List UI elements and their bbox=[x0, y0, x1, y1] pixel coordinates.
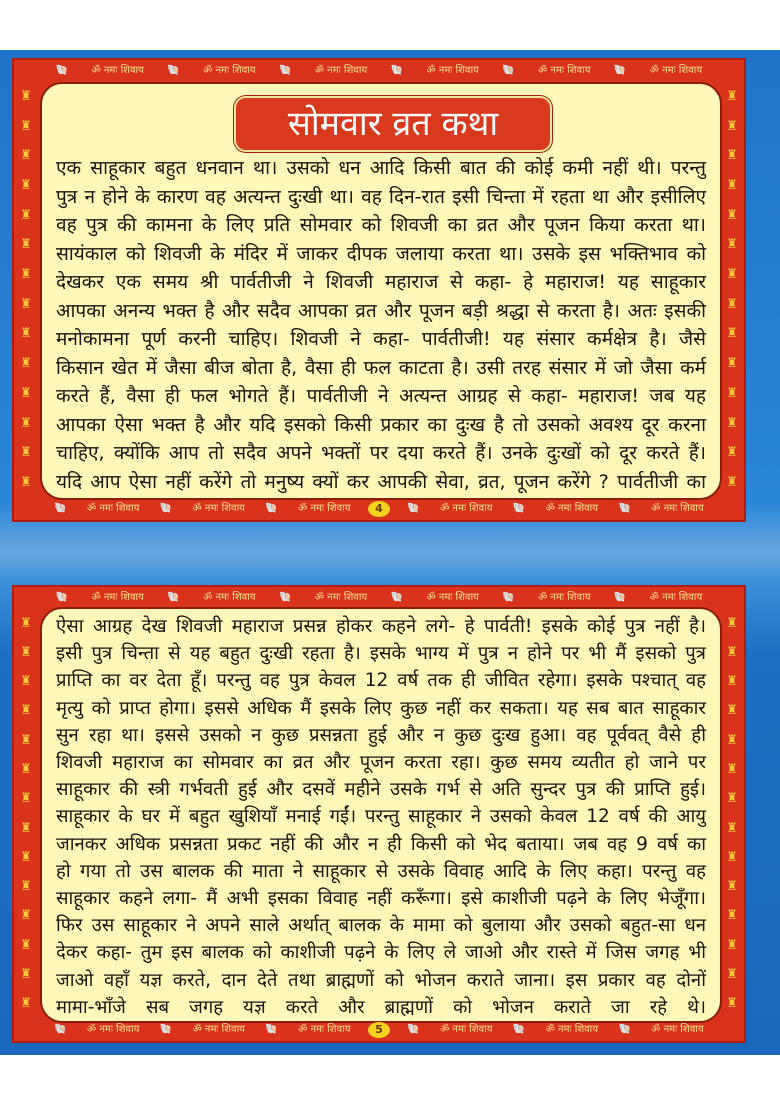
lamp-icon: ♜ bbox=[20, 267, 32, 283]
text-line: पुत्र न होने के कारण वह अत्यन्त दुःखी था। वह दिन-रात इसी चिन्ता में रहता था और इसीलिए bbox=[56, 185, 706, 208]
text-line: आपका अनन्य भक्त है और सदैव आपका व्रत और पूजन बड़ी श्रद्धा से करता है। अतः इसकी bbox=[56, 299, 706, 322]
lamp-icon: ♜ bbox=[726, 356, 738, 372]
border-motto-text: ॐ नमः शिवाय bbox=[203, 592, 256, 603]
lamp-icon: ♜ bbox=[726, 908, 738, 924]
lamp-icon: ♜ bbox=[20, 937, 32, 953]
conch-icon: 🐚 bbox=[54, 503, 67, 514]
lamp-icon: ♜ bbox=[726, 791, 738, 807]
conch-icon: 🐚 bbox=[502, 592, 515, 603]
border-motto-text: ॐ नमः शिवाय bbox=[298, 503, 351, 514]
text-line: करते हैं, वैसा ही फल भोगते हैं। पार्वतीजी ने अत्यन्त आग्रह से कहा- महाराज! जब यह bbox=[56, 385, 706, 407]
text-line: मनोकामना पूर्ण करनी चाहिए। शिवजी ने कहा- पार्वतीजी! यह संसार कर्मक्षेत्र है। जैसे bbox=[56, 328, 706, 350]
lamp-icon: ♜ bbox=[726, 615, 738, 631]
text-line: वह पुत्र की कामना के लिए प्रति सोमवार को शिवजी का व्रत और पूजन किया करता था। bbox=[56, 214, 706, 236]
border-motto-text: ॐ नमः शिवाय bbox=[545, 1024, 599, 1035]
page-5 bbox=[12, 585, 746, 1043]
border-motto-text: ॐ नमः शिवाय bbox=[314, 592, 368, 603]
conch-icon: 🐚 bbox=[390, 65, 404, 76]
text-line: साहूकार कहने लगा- मैं अभी इसका विवाह नहीं करूँगा। इसे काशीजी पढ़ने के लिए भेजूँगा। bbox=[56, 888, 706, 909]
lamp-icon: ♜ bbox=[726, 732, 738, 748]
text-line: शिवजी महाराज का सोमवार का व्रत और पूजन करता रहा। कुछ समय व्यतीत हो जाने पर bbox=[56, 752, 706, 773]
lamp-icon: ♜ bbox=[20, 207, 32, 223]
lamp-icon: ♜ bbox=[726, 415, 738, 431]
text-line: मामा-भाँजे सब जगह यज्ञ करते और ब्राह्मणों को भोजन कराते जा रहे थे। bbox=[56, 996, 706, 1018]
text-line: सायंकाल को शिवजी के मंदिर में जाकर दीपक जलाया करता था। उसके इस भक्तिभाव को bbox=[56, 242, 706, 265]
lamp-icon: ♜ bbox=[726, 148, 738, 164]
border-motto-text: ॐ नमः शिवाय bbox=[426, 592, 479, 603]
lamp-icon: ♜ bbox=[726, 474, 738, 490]
border-motto-text: ॐ नमः शिवाय bbox=[426, 65, 479, 76]
page-title: सोमवार व्रत कथा bbox=[234, 96, 552, 152]
lamp-icon: ♜ bbox=[20, 118, 32, 134]
lamp-icon: ♜ bbox=[20, 762, 32, 778]
text-line: देकर कहा- तुम इस बालक को काशीजी पढ़ने के लिए ले जाओ और रास्ते में जिस जगह भी bbox=[56, 942, 706, 964]
conch-icon: 🐚 bbox=[618, 503, 631, 514]
page-body bbox=[40, 607, 722, 1023]
text-line: जानकर अधिक प्रसन्नता प्रकट नहीं की और न ही किसी को भेद बताया। जब वह 9 वर्ष का bbox=[56, 833, 706, 855]
lamp-icon: ♜ bbox=[20, 415, 32, 431]
lamp-icon: ♜ bbox=[20, 237, 32, 253]
lamp-icon: ♜ bbox=[726, 849, 738, 865]
conch-icon: 🐚 bbox=[159, 503, 173, 514]
lamp-icon: ♜ bbox=[726, 820, 738, 836]
text-line: देखकर एक समय श्री पार्वतीजी ने शिवजी महाराज से कहा- हे महाराज! यह साहूकार bbox=[56, 271, 706, 293]
lamp-icon: ♜ bbox=[20, 879, 32, 895]
text-line: साहूकार के घर में बहुत खुशियाँ मनाई गईं। परन्तु साहूकार ने उसको केवल 12 वर्ष की आयु bbox=[56, 806, 706, 828]
border-motto-text: ॐ नमः शिवाय bbox=[649, 592, 703, 603]
conch-icon: 🐚 bbox=[278, 65, 292, 76]
lamp-border-left bbox=[15, 82, 37, 498]
lamp-icon: ♜ bbox=[20, 967, 32, 983]
text-line: किसान खेत में जैसा बीज बोता है, वैसा ही फल काटता है। उसी तरह संसार में जो जैसा कर्म bbox=[56, 356, 706, 379]
lamp-icon: ♜ bbox=[20, 385, 32, 401]
lamp-icon: ♜ bbox=[20, 615, 32, 631]
border-motto-text: ॐ नमः शिवाय bbox=[538, 65, 591, 76]
lamp-icon: ♜ bbox=[20, 177, 32, 193]
conch-icon: 🐚 bbox=[265, 1024, 278, 1035]
conch-icon: 🐚 bbox=[618, 1024, 631, 1035]
page-number: 4 bbox=[368, 501, 390, 517]
lamp-icon: ♜ bbox=[20, 849, 32, 865]
conch-icon: 🐚 bbox=[159, 1024, 173, 1035]
text-line: आपका ऐसा भक्त है और यदि इसको किसी प्रकार का दुःख है तो उसको अवश्य दूर करना bbox=[56, 413, 706, 436]
lamp-icon: ♜ bbox=[20, 996, 32, 1012]
text-line: हो गया तो उस बालक की माता ने साहूकार से उसके विवाह आदि के लिए कहा। परन्तु वह bbox=[56, 860, 706, 882]
conch-icon: 🐚 bbox=[54, 1024, 67, 1035]
lamp-icon: ♜ bbox=[20, 445, 32, 461]
lamp-icon: ♜ bbox=[726, 674, 738, 690]
text-line: ऐसा आग्रह देख शिवजी महाराज प्रसन्न होकर कहने लगे- हे पार्वती! इसके कोई पुत्र नहीं है। bbox=[56, 616, 706, 637]
page-4 bbox=[12, 58, 746, 522]
lamp-icon: ♜ bbox=[726, 762, 738, 778]
lamp-icon: ♜ bbox=[726, 237, 738, 253]
text-line: इसी पुत्र चिन्ता से यह बहुत दुःखी रहता है। इसके भाग्य में पुत्र न होने पर भी मैं इसको पुत्र bbox=[56, 643, 706, 665]
lamp-icon: ♜ bbox=[20, 88, 32, 104]
border-motto-bottom bbox=[44, 500, 714, 518]
lamp-icon: ♜ bbox=[20, 356, 32, 372]
lamp-icon: ♜ bbox=[20, 703, 32, 719]
border-motto-text: ॐ नमः शिवाय bbox=[440, 1024, 493, 1035]
border-motto-top bbox=[44, 589, 714, 607]
lamp-icon: ♜ bbox=[20, 791, 32, 807]
border-motto-text: ॐ नमः शिवाय bbox=[538, 592, 591, 603]
lamp-icon: ♜ bbox=[726, 967, 738, 983]
conch-icon: 🐚 bbox=[613, 592, 627, 603]
conch-icon: 🐚 bbox=[167, 592, 180, 603]
lamp-icon: ♜ bbox=[20, 296, 32, 312]
text-line: फिर उस साहूकार ने अपने साले अर्थात् बालक के मामा को बुलाया और उसको बहुत-सा धन bbox=[56, 915, 706, 937]
conch-icon: 🐚 bbox=[55, 592, 69, 603]
conch-icon: 🐚 bbox=[55, 65, 69, 76]
conch-icon: 🐚 bbox=[265, 503, 278, 514]
border-motto-text: ॐ नमः शिवाय bbox=[440, 503, 493, 514]
conch-icon: 🐚 bbox=[278, 592, 292, 603]
lamp-icon: ♜ bbox=[726, 879, 738, 895]
text-line: चाहिए, क्योंकि आप तो सदैव अपने भक्तों पर दया करते हैं। उनके दुःखों को दूर करते हैं। bbox=[56, 442, 706, 464]
border-motto-text: ॐ नमः शिवाय bbox=[545, 503, 599, 514]
border-motto-text: ॐ नमः शिवाय bbox=[203, 65, 256, 76]
border-motto-bottom bbox=[44, 1021, 714, 1039]
border-motto-text: ॐ नमः शिवाय bbox=[87, 1024, 140, 1035]
conch-icon: 🐚 bbox=[512, 503, 526, 514]
conch-icon: 🐚 bbox=[407, 503, 420, 514]
conch-icon: 🐚 bbox=[407, 1024, 420, 1035]
lamp-icon: ♜ bbox=[726, 326, 738, 342]
page-body bbox=[40, 82, 722, 500]
lamp-icon: ♜ bbox=[20, 644, 32, 660]
lamp-icon: ♜ bbox=[726, 385, 738, 401]
conch-icon: 🐚 bbox=[512, 1024, 526, 1035]
border-motto-text: ॐ नमः शिवाय bbox=[192, 503, 245, 514]
border-motto-text: ॐ नमः शिवाय bbox=[91, 592, 144, 603]
lamp-icon: ♜ bbox=[726, 996, 738, 1012]
lamp-icon: ♜ bbox=[726, 703, 738, 719]
lamp-border-right bbox=[721, 82, 743, 498]
conch-icon: 🐚 bbox=[613, 65, 627, 76]
lamp-icon: ♜ bbox=[726, 177, 738, 193]
lamp-icon: ♜ bbox=[20, 474, 32, 490]
border-motto-top bbox=[44, 62, 714, 80]
lamp-icon: ♜ bbox=[726, 445, 738, 461]
text-line: सुन रहा था। इससे उसको न कुछ प्रसन्नता हुई और न कुछ दुःख हुआ। वह पूर्ववत् वैसे ही bbox=[56, 724, 706, 746]
border-motto-text: ॐ नमः शिवाय bbox=[314, 65, 368, 76]
text-line: मृत्यु को प्राप्त होगा। इससे अधिक मैं इसके लिए कुछ नहीं कर सकता। यह सब बात साहूकार bbox=[56, 697, 706, 719]
border-motto-text: ॐ नमः शिवाय bbox=[298, 1024, 351, 1035]
text-line: प्राप्ति का वर देता हूँ। परन्तु वह पुत्र केवल 12 वर्ष तक ही जीवित रहेगा। इसके पश्चात् वह bbox=[56, 670, 706, 692]
page-number: 5 bbox=[368, 1022, 390, 1038]
conch-icon: 🐚 bbox=[502, 65, 515, 76]
text-line: साहूकार की स्त्री गर्भवती हुई और दसवें महीने उसके गर्भ से अति सुन्दर पुत्र की प्राप्ति हुई। bbox=[56, 779, 706, 801]
border-motto-text: ॐ नमः शिवाय bbox=[649, 65, 703, 76]
text-line: जाओ वहाँ यज्ञ करते, दान देते तथा ब्राह्मणों को भोजन कराते जाना। इस प्रकार वह दोनों bbox=[56, 969, 706, 991]
lamp-icon: ♜ bbox=[726, 296, 738, 312]
lamp-border-right bbox=[721, 609, 743, 1019]
lamp-icon: ♜ bbox=[726, 118, 738, 134]
lamp-icon: ♜ bbox=[20, 148, 32, 164]
lamp-icon: ♜ bbox=[20, 732, 32, 748]
lamp-icon: ♜ bbox=[726, 937, 738, 953]
lamp-icon: ♜ bbox=[20, 674, 32, 690]
lamp-icon: ♜ bbox=[20, 908, 32, 924]
border-motto-text: ॐ नमः शिवाय bbox=[91, 65, 144, 76]
border-motto-text: ॐ नमः शिवाय bbox=[651, 503, 704, 514]
conch-icon: 🐚 bbox=[390, 592, 404, 603]
lamp-icon: ♜ bbox=[726, 644, 738, 660]
border-motto-text: ॐ नमः शिवाय bbox=[192, 1024, 245, 1035]
border-motto-text: ॐ नमः शिवाय bbox=[651, 1024, 704, 1035]
lamp-icon: ♜ bbox=[726, 207, 738, 223]
border-motto-text: ॐ नमः शिवाय bbox=[87, 503, 140, 514]
conch-icon: 🐚 bbox=[167, 65, 180, 76]
lamp-icon: ♜ bbox=[726, 267, 738, 283]
lamp-icon: ♜ bbox=[20, 326, 32, 342]
text-line: यदि आप ऐसा नहीं करेंगे तो मनुष्य क्यों कर आपकी सेवा, व्रत, पूजन करेंगे ? पार्वतीजी का bbox=[56, 470, 706, 493]
lamp-icon: ♜ bbox=[726, 88, 738, 104]
lamp-icon: ♜ bbox=[20, 820, 32, 836]
text-line: एक साहूकार बहुत धनवान था। उसको धन आदि किसी बात की कोई कमी नहीं थी। परन्तु bbox=[56, 157, 706, 179]
lamp-border-left bbox=[15, 609, 37, 1019]
